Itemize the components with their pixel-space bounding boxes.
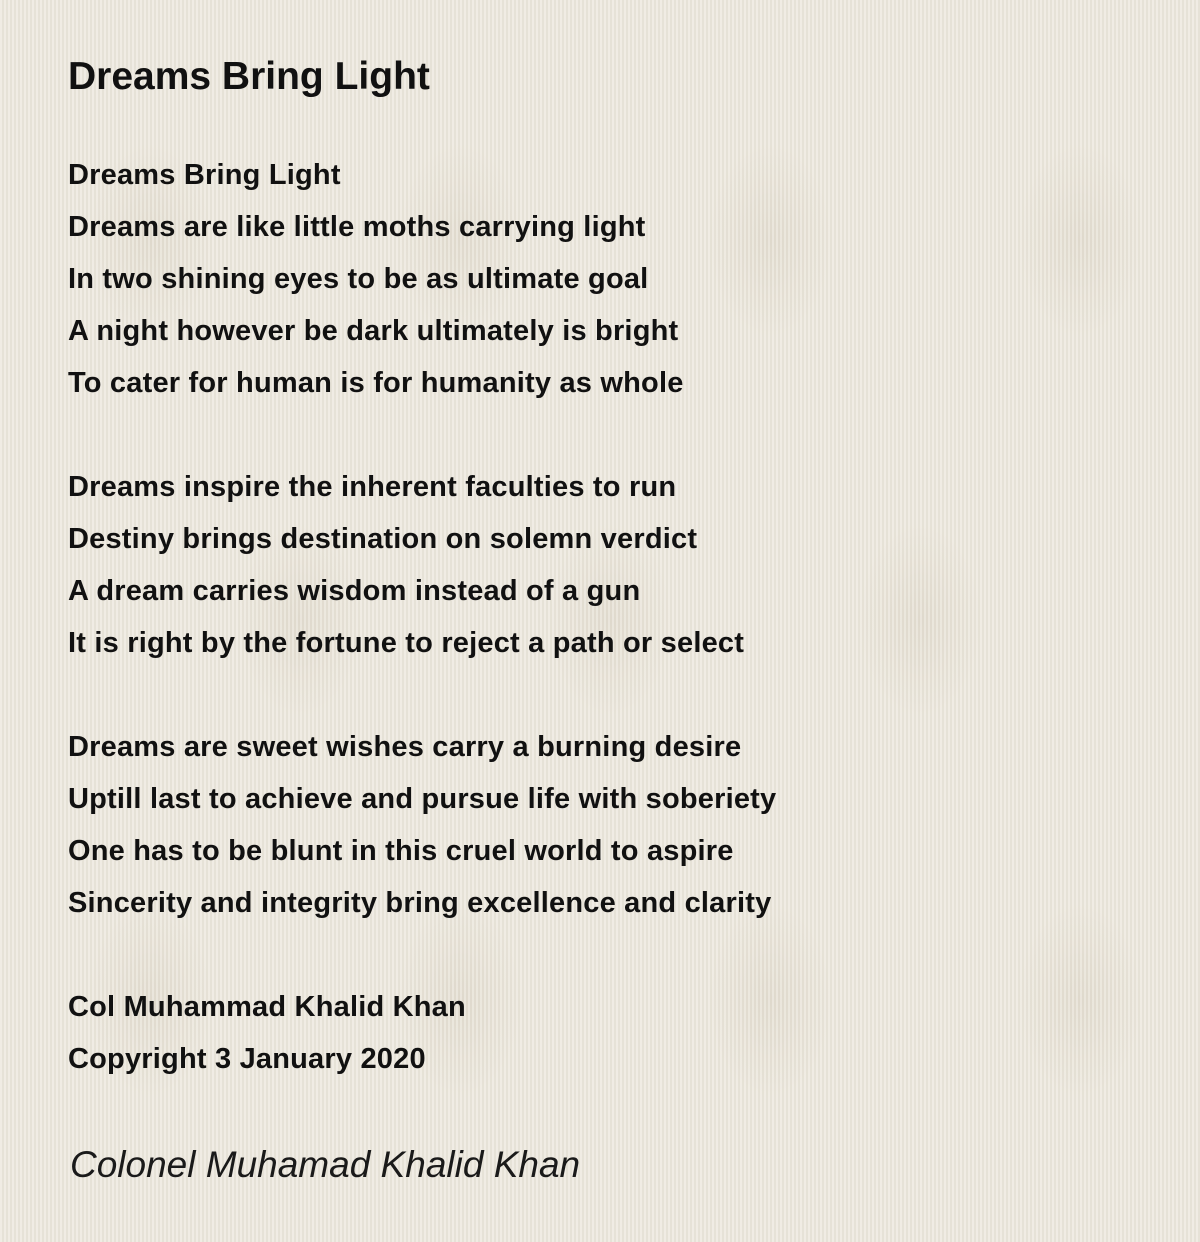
poem-line: Uptill last to achieve and pursue life with soberiety [68,783,777,815]
poem-line: Dreams inspire the inherent faculties to run [68,471,677,503]
poem-line: Dreams are sweet wishes carry a burning desire [68,731,742,763]
stanza-4-author-copyright [68,981,1128,1085]
poem-line: It is right by the fortune to reject a path or select [68,627,745,659]
poem-line: Dreams Bring Light [68,159,341,191]
author-signature: Colonel Muhamad Khalid Khan [70,1144,581,1185]
poem-line: Dreams are like little moths carrying light [68,211,646,243]
poem-line: One has to be blunt in this cruel world to aspire [68,835,734,867]
stanza-1 [68,149,1128,409]
poem-body [68,149,1128,1137]
poem-line: To cater for human is for humanity as whole [68,367,684,399]
poem-line: In two shining eyes to be as ultimate goal [68,263,649,295]
author-line: Col Muhammad Khalid Khan [68,991,466,1023]
poem-line: A night however be dark ultimately is bright [68,315,679,347]
poem-title: Dreams Bring Light [68,55,430,98]
poem-line: A dream carries wisdom instead of a gun [68,575,641,607]
stanza-3 [68,721,1128,929]
stanza-2 [68,461,1128,669]
poem-line: Sincerity and integrity bring excellence and clarity [68,887,772,919]
poem-line: Destiny brings destination on solemn verdict [68,523,698,555]
copyright-line: Copyright 3 January 2020 [68,1043,426,1075]
